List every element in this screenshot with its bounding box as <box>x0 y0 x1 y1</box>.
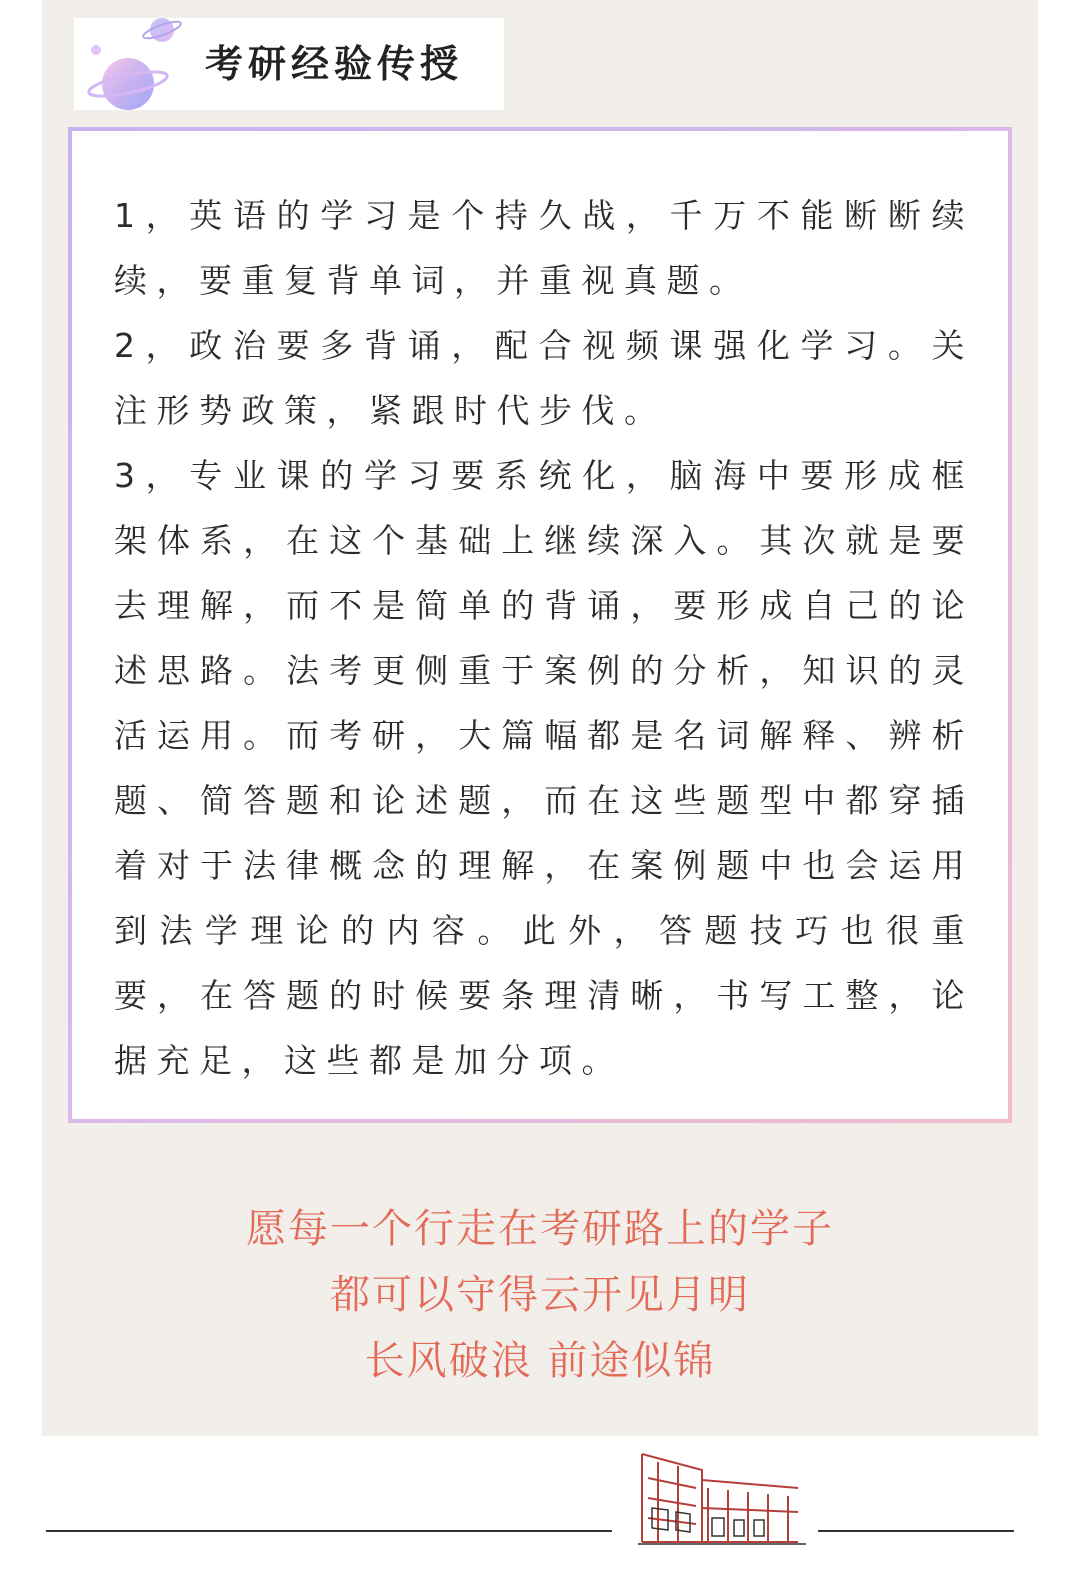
paragraph-politics: 2，政治要多背诵，配合视频课强化学习。关注形势政策，紧跟时代步伐。 <box>114 326 974 430</box>
building-icon <box>638 1448 808 1548</box>
wish-line-3: 长风破浪 前途似锦 <box>364 1338 716 1384</box>
paragraph-english: 1，英语的学习是个持久战，千万不能断断续续，要重复背单词，并重视真题。 <box>114 196 974 300</box>
content-card <box>68 127 1012 1123</box>
page-title: 考研经验传授 <box>205 42 464 86</box>
content-text <box>114 183 974 1093</box>
footer-divider-right <box>818 1530 1014 1532</box>
footer-divider-left <box>46 1530 612 1532</box>
planet-icon <box>74 4 194 114</box>
wish-line-1: 愿每一个行走在考研路上的学子 <box>246 1206 834 1252</box>
wish-line-2: 都可以守得云开见月明 <box>330 1272 750 1318</box>
paragraph-major: 3，专业课的学习要系统化，脑海中要形成框架体系，在这个基础上继续深入。其次就是要去理解，而不是简单的背诵，要形成自己的论述思路。法考更侧重于案例的分析，知识的灵活运用。而考研，大篇幅都是名词解释、辨析题、简答题和论述题，而在这些题型中都穿插着对于法律概念的理解，在案例题中也会运用到法学理论的内容。此外，答题技巧也很重要，在答题的时候要条理清晰，书写工整，论据充足，这些都是加分项。 <box>114 456 974 1080</box>
